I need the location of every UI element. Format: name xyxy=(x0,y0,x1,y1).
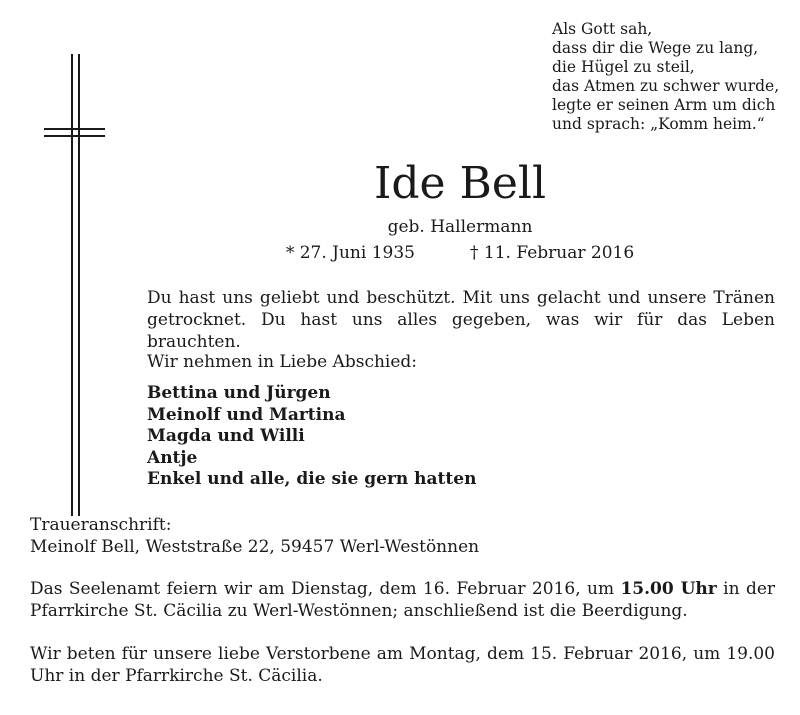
address-label: Traueranschrift: xyxy=(30,515,172,535)
list-item: Enkel und alle, die sie gern hatten xyxy=(147,469,477,489)
poem-line: Als Gott sah, xyxy=(552,20,653,38)
list-item: Antje xyxy=(147,447,198,468)
list-item: Bettina und Jürgen xyxy=(147,383,331,403)
memorial-verse: Du hast uns geliebt und beschützt. Mit uns gelacht und unsere Tränen getrocknet. Du hast uns alles gegeben, was wir für das Leben brauchten. xyxy=(147,288,775,352)
life-dates xyxy=(0,243,800,263)
service-time: 15.00 Uhr xyxy=(620,579,717,599)
farewell-line: Wir nehmen in Liebe Abschied: xyxy=(147,352,418,372)
mourning-address xyxy=(30,514,479,558)
service-text-after: in der Pfarrkirche St. Cäcilia zu Werl-Westönnen; anschließend ist die Beerdigung. xyxy=(30,579,776,621)
cross-vertical-line xyxy=(71,54,73,516)
list-item: Magda und Willi xyxy=(147,426,305,446)
poem-line: das Atmen zu schwer wurde, xyxy=(552,77,780,95)
maiden-name: geb. Hallermann xyxy=(387,217,533,237)
list-item: Meinolf und Martina xyxy=(147,404,346,425)
service-text-before: Das Seelenamt feiern wir am Dienstag, dem 16. Februar 2016, um xyxy=(30,579,621,599)
cross-horizontal-line xyxy=(44,135,105,137)
birth-date: * 27. Juni 1935 xyxy=(285,243,415,263)
address-value: Meinolf Bell, Weststraße 22, 59457 Werl-Westönnen xyxy=(30,537,480,557)
deceased-name: Ide Bell xyxy=(373,158,547,209)
poem-line: und sprach: „Komm heim.“ xyxy=(552,115,765,133)
poem-line: dass dir die Wege zu lang, xyxy=(552,39,759,57)
death-date: † 11. Februar 2016 xyxy=(470,243,635,263)
prayer-notice: Wir beten für unsere liebe Verstorbene am Montag, dem 15. Februar 2016, um 19.00 Uhr in der Pfarrkirche St. Cäcilia. xyxy=(30,644,775,686)
poem-line: legte er seinen Arm um dich xyxy=(552,96,776,114)
service-notice xyxy=(30,578,775,622)
poem xyxy=(552,20,779,134)
cross-vertical-line xyxy=(78,54,80,516)
mourners-list xyxy=(147,383,476,491)
cross-horizontal-line xyxy=(44,128,105,130)
poem-line: die Hügel zu steil, xyxy=(552,58,695,76)
